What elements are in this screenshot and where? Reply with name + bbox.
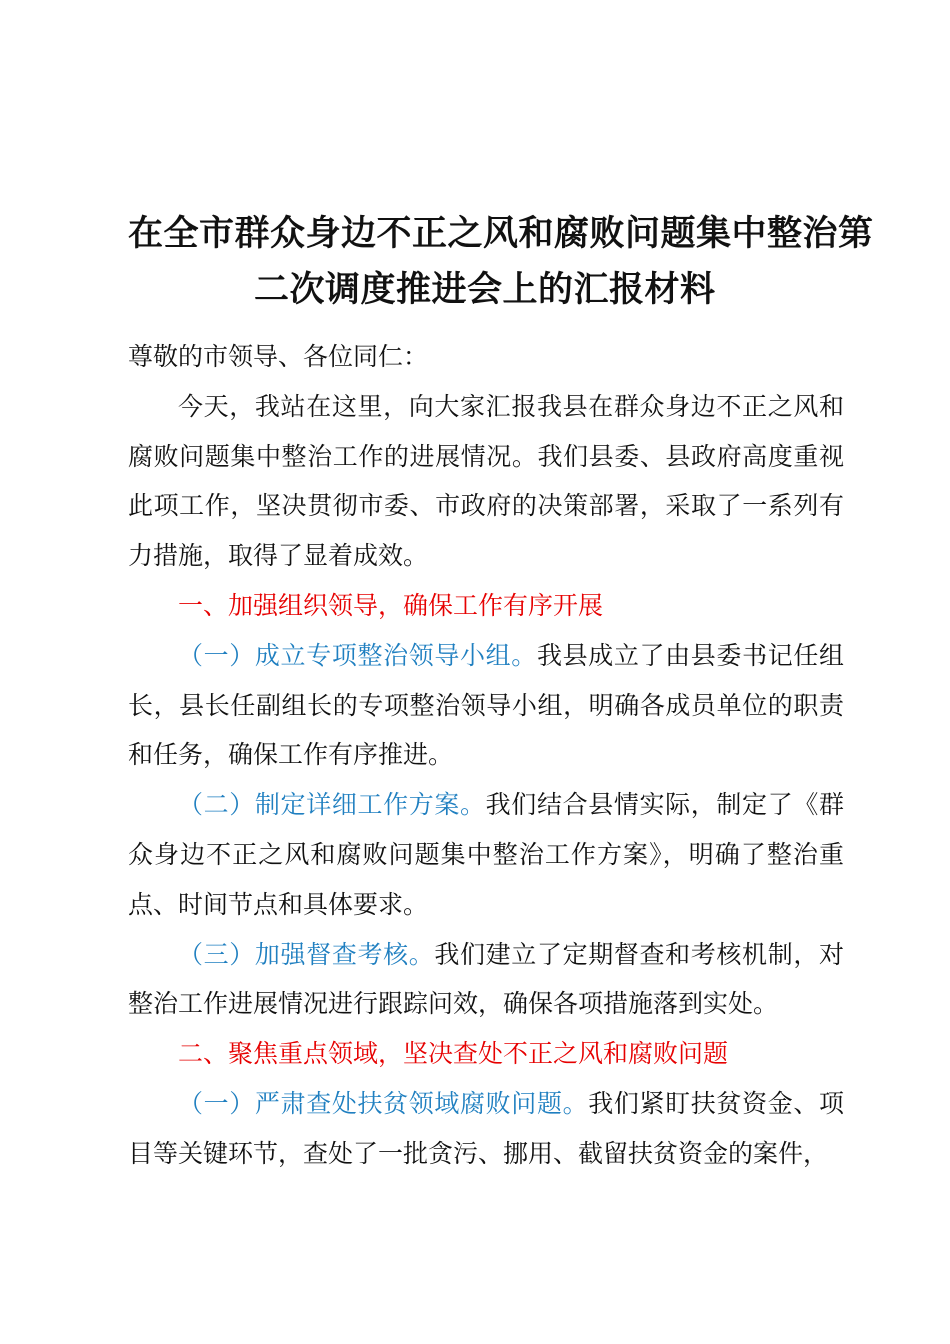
title-line-2: 二次调度推进会上的汇报材料 <box>254 270 716 310</box>
section-1-item-3-label: （三）加强督查考核。 <box>178 939 435 969</box>
section-2-heading: 二、聚焦重点领域，坚决查处不正之风和腐败问题 <box>178 1039 729 1069</box>
title-line-1: 在全市群众身边不正之风和腐败问题集中整治第 <box>128 214 874 254</box>
section-2-item-1-label: （一）严肃查处扶贫领域腐败问题。 <box>178 1088 589 1118</box>
section-1-item-1 <box>128 631 844 780</box>
section-1-item-3-text: 我们建立了定期督查和考核机制，对整治工作进展情况进行跟踪问效，确保各项措施落到实处。 <box>128 939 844 1019</box>
document-title <box>128 206 874 318</box>
intro-paragraph: 今天，我站在这里，向大家汇报我县在群众身边不正之风和腐败问题集中整治工作的进展情况。我们县委、县政府高度重视此项工作，坚决贯彻市委、市政府的决策部署，采取了一系列有力措施，取得了显着成效。 <box>128 391 844 571</box>
section-1-item-2-label: （二）制定详细工作方案。 <box>178 790 486 820</box>
section-1-item-2 <box>128 780 844 929</box>
section-1-heading: 一、加强组织领导，确保工作有序开展 <box>178 590 604 620</box>
section-2-item-1-text: 我们紧盯扶贫资金、项目等关键环节，查处了一批贪污、挪用、截留扶贫资金的案件， <box>128 1088 844 1168</box>
salutation: 尊敬的市领导、各位同仁： <box>128 342 429 371</box>
section-1-item-1-label: （一）成立专项整治领导小组。 <box>178 640 537 670</box>
section-1-item-3 <box>128 930 844 1030</box>
document-body <box>128 332 844 1179</box>
section-2-item-1 <box>128 1079 844 1179</box>
section-1-item-2-text: 我们结合县情实际，制定了《群众身边不正之风和腐败问题集中整治工作方案》，明确了整治重点、时间节点和具体要求。 <box>128 790 844 919</box>
section-1-item-1-text: 我县成立了由县委书记任组长，县长任副组长的专项整治领导小组，明确各成员单位的职责和任务，确保工作有序推进。 <box>128 640 844 770</box>
